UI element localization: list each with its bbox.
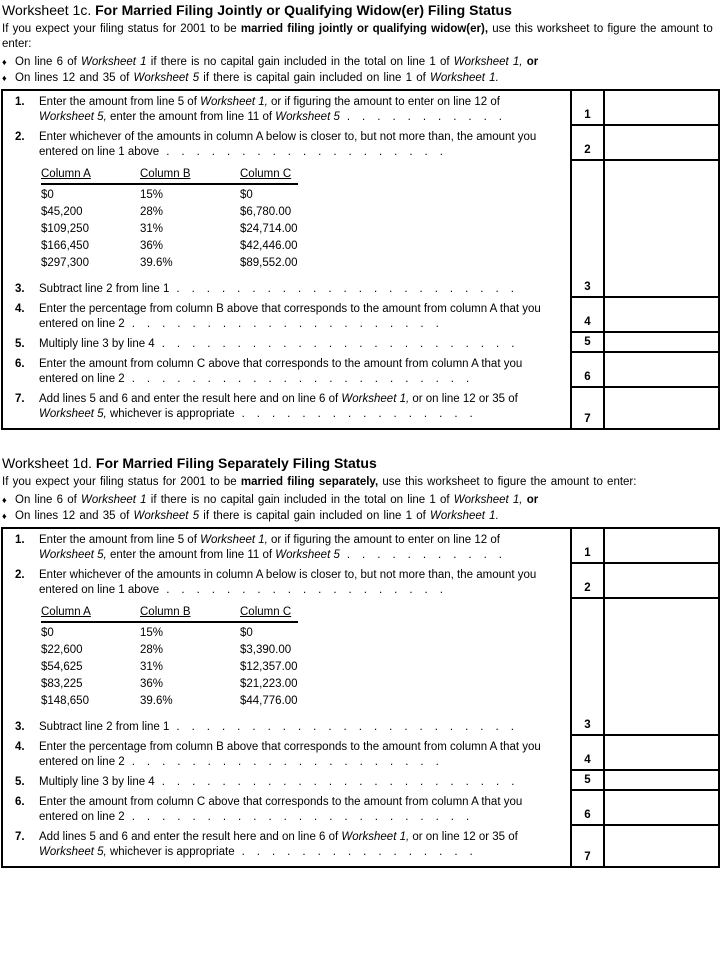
- worksheet-line: [15, 795, 558, 825]
- line-text: Enter the percentage from column B above that corresponds to the amount from column A that you entered on line 2: [39, 741, 541, 768]
- diamond-bullet-icon: ♦: [2, 57, 7, 67]
- line-number: 2.: [15, 131, 25, 143]
- line-5-entry-cell[interactable]: [603, 333, 718, 353]
- dot-leader: .......................: [131, 373, 482, 385]
- line-3-text-cell: [3, 161, 570, 298]
- bracket-cell: $21,223.00: [240, 678, 298, 690]
- bullet-item: [2, 509, 720, 524]
- bracket-cell: 39.6%: [140, 695, 173, 707]
- line-text: Enter whichever of the amounts in column A below is closer to, but not more than, the amount you entered on line 1 above: [39, 569, 537, 596]
- dot-leader: ................: [241, 408, 485, 420]
- line-2-box-number: 2: [570, 126, 603, 161]
- line-2-text-cell: [3, 126, 570, 161]
- line-2-box-number: 2: [570, 564, 603, 599]
- worksheet-line: [15, 302, 558, 332]
- line-number: 2.: [15, 569, 25, 581]
- line-5-box-number: 5: [570, 333, 603, 353]
- line-6-text-cell: [3, 791, 570, 826]
- bracket-cell: $0: [240, 189, 253, 201]
- worksheet-1c-table: [1, 89, 720, 430]
- line-text: Multiply line 3 by line 4: [39, 776, 155, 788]
- bracket-header: Column A: [41, 168, 91, 180]
- line-number: 5.: [15, 776, 25, 788]
- bullet-text: On lines 12 and 35 of Worksheet 5 if there is capital gain included on line 1 of Worksheet 1.: [15, 510, 499, 522]
- bullet-item: [2, 71, 720, 86]
- line-3-box-number: 3: [570, 599, 603, 736]
- bracket-cell: $3,390.00: [240, 644, 292, 656]
- worksheet-line: [15, 720, 558, 735]
- line-3-entry-cell[interactable]: [603, 161, 718, 298]
- line-number: 6.: [15, 358, 25, 370]
- bracket-cell: $109,250: [41, 223, 89, 235]
- worksheet-line: [15, 568, 558, 598]
- bullet-text: On lines 12 and 35 of Worksheet 5 if there is capital gain included on line 1 of Worksheet 1.: [15, 72, 499, 84]
- bracket-header: Column A: [41, 606, 91, 618]
- bracket-cell: 28%: [140, 206, 164, 218]
- line-2-entry-cell[interactable]: [603, 564, 718, 599]
- bracket-header: Column C: [240, 168, 292, 180]
- dot-leader: .....................: [131, 756, 451, 768]
- bracket-cell: $42,446.00: [240, 240, 298, 252]
- worksheet-line: [15, 392, 558, 422]
- worksheet-1c-title-main: For Married Filing Jointly or Qualifying Widow(er) Filing Status: [95, 2, 512, 18]
- bullet-text: On line 6 of Worksheet 1 if there is no capital gain included in the total on line 1 of Worksheet 1, or: [15, 494, 539, 506]
- line-text: Enter the amount from line 5 of Worksheet 1, or if figuring the amount to enter on line 12 of Worksheet 5, enter the amount from line 11 of Worksheet 5: [39, 534, 500, 561]
- bracket-header: Column C: [240, 606, 292, 618]
- bracket-cell: $0: [41, 627, 54, 639]
- line-text: Add lines 5 and 6 and enter the result here and on line 6 of Worksheet 1, or on line 12 or 35 of Worksheet 5, whichever is appropriate: [39, 831, 518, 858]
- bracket-cell: 28%: [140, 644, 164, 656]
- dot-leader: .....................: [131, 318, 451, 330]
- bracket-cell: 39.6%: [140, 257, 173, 269]
- line-text: Enter the amount from line 5 of Worksheet 1, or if figuring the amount to enter on line 12 of Worksheet 5, enter the amount from line 11 of Worksheet 5: [39, 96, 500, 123]
- worksheet-line: [15, 282, 558, 297]
- line-2-entry-cell[interactable]: [603, 126, 718, 161]
- bracket-cell: 15%: [140, 189, 164, 201]
- line-text: Enter the percentage from column B above that corresponds to the amount from column A that you entered on line 2: [39, 303, 541, 330]
- line-4-entry-cell[interactable]: [603, 298, 718, 333]
- bracket-cell: 15%: [140, 627, 164, 639]
- line-6-box-number: 6: [570, 791, 603, 826]
- diamond-bullet-icon: ♦: [2, 511, 7, 521]
- dot-leader: ...........: [346, 549, 515, 561]
- line-text: Enter the amount from column C above that corresponds to the amount from column A that you entered on line 2: [39, 358, 523, 385]
- dot-leader: .......................: [176, 721, 526, 733]
- line-number: 5.: [15, 338, 25, 350]
- line-7-text-cell: [3, 388, 570, 428]
- line-7-box-number: 7: [570, 388, 603, 428]
- bracket-header-rule: [41, 183, 298, 185]
- bracket-cell: $148,650: [41, 695, 89, 707]
- line-4-text-cell: [3, 736, 570, 771]
- line-7-box-number: 7: [570, 826, 603, 866]
- line-number: 7.: [15, 393, 25, 405]
- line-7-entry-cell[interactable]: [603, 826, 718, 866]
- worksheet-line: [15, 95, 558, 125]
- dot-leader: ........................: [161, 776, 527, 788]
- worksheet-1d-title-prefix: Worksheet 1d.: [2, 455, 93, 471]
- bracket-cell: $166,450: [41, 240, 89, 252]
- line-1-box-number: 1: [570, 91, 603, 126]
- line-1-text-cell: [3, 91, 570, 126]
- line-3-box-number: 3: [570, 161, 603, 298]
- section-gap: [1, 430, 720, 455]
- worksheet-1d-intro: If you expect your filing status for 2001 to be married filing separately, use this worksheet to figure the amount to enter:: [2, 476, 637, 488]
- line-text: Enter whichever of the amounts in column A below is closer to, but not more than, the amount you entered on line 1 above: [39, 131, 537, 158]
- bracket-cell: $54,625: [41, 661, 83, 673]
- worksheet-1c-title-prefix: Worksheet 1c.: [2, 2, 92, 18]
- line-6-box-number: 6: [570, 353, 603, 388]
- bracket-cell: 36%: [140, 240, 164, 252]
- worksheet-line: [15, 533, 558, 563]
- worksheet-line: [15, 775, 558, 790]
- line-text: Add lines 5 and 6 and enter the result here and on line 6 of Worksheet 1, or on line 12 or 35 of Worksheet 5, whichever is appropriate: [39, 393, 518, 420]
- worksheet-line: [15, 130, 558, 160]
- bracket-cell: $83,225: [41, 678, 83, 690]
- line-text: Subtract line 2 from line 1: [39, 283, 170, 295]
- line-text: Enter the amount from column C above that corresponds to the amount from column A that you entered on line 2: [39, 796, 523, 823]
- rate-bracket-table: [41, 605, 298, 710]
- bracket-cell: $6,780.00: [240, 206, 292, 218]
- diamond-bullet-icon: ♦: [2, 73, 7, 83]
- line-5-box-number: 5: [570, 771, 603, 791]
- line-1-entry-cell[interactable]: [603, 91, 718, 126]
- worksheet-1d-title-main: For Married Filing Separately Filing Status: [95, 455, 377, 471]
- line-5-text-cell: [3, 771, 570, 791]
- dot-leader: .......................: [131, 811, 482, 823]
- bracket-header: Column B: [140, 168, 191, 180]
- dot-leader: ...................: [166, 584, 455, 596]
- line-6-entry-cell[interactable]: [603, 353, 718, 388]
- worksheet-line: [15, 740, 558, 770]
- line-number: 1.: [15, 534, 25, 546]
- line-6-text-cell: [3, 353, 570, 388]
- line-number: 4.: [15, 741, 25, 753]
- worksheet-1c-title: [2, 2, 720, 19]
- line-4-box-number: 4: [570, 298, 603, 333]
- bracket-cell: 36%: [140, 678, 164, 690]
- dot-leader: ...................: [166, 146, 455, 158]
- worksheet-1d-title: [2, 455, 720, 472]
- line-number: 1.: [15, 96, 25, 108]
- bracket-cell: $44,776.00: [240, 695, 298, 707]
- bracket-cell: $0: [41, 189, 54, 201]
- dot-leader: ................: [241, 846, 485, 858]
- line-2-text-cell: [3, 564, 570, 599]
- worksheet-line: [15, 337, 558, 352]
- line-4-entry-cell[interactable]: [603, 736, 718, 771]
- worksheet-1c-intro: If you expect your filing status for 2001 to be married filing jointly or qualifying widow(er), use this worksheet to figure the amount to enter:: [2, 23, 713, 50]
- line-6-entry-cell[interactable]: [603, 791, 718, 826]
- dot-leader: .......................: [176, 283, 526, 295]
- worksheet-line: [15, 830, 558, 860]
- bracket-cell: $22,600: [41, 644, 83, 656]
- bracket-cell: $24,714.00: [240, 223, 298, 235]
- dot-leader: ........................: [161, 338, 527, 350]
- bracket-header: Column B: [140, 606, 191, 618]
- line-number: 3.: [15, 283, 25, 295]
- worksheet-1c-bullets: [1, 55, 720, 86]
- bracket-cell: $89,552.00: [240, 257, 298, 269]
- line-7-entry-cell[interactable]: [603, 388, 718, 428]
- line-7-text-cell: [3, 826, 570, 866]
- bracket-cell: 31%: [140, 661, 164, 673]
- bracket-cell: $0: [240, 627, 253, 639]
- line-4-text-cell: [3, 298, 570, 333]
- bracket-header-rule: [41, 621, 298, 623]
- line-3-text-cell: [3, 599, 570, 736]
- bracket-cell: 31%: [140, 223, 164, 235]
- bullet-item: [2, 493, 720, 508]
- bullet-item: [2, 55, 720, 70]
- diamond-bullet-icon: ♦: [2, 495, 7, 505]
- dot-leader: ...........: [346, 111, 515, 123]
- line-number: 6.: [15, 796, 25, 808]
- line-text: Multiply line 3 by line 4: [39, 338, 155, 350]
- bracket-cell: $12,357.00: [240, 661, 298, 673]
- line-number: 3.: [15, 721, 25, 733]
- line-5-entry-cell[interactable]: [603, 771, 718, 791]
- worksheet-1d-table: [1, 527, 720, 868]
- rate-bracket-table: [41, 167, 298, 272]
- line-number: 7.: [15, 831, 25, 843]
- worksheet-line: [15, 357, 558, 387]
- bullet-text: On line 6 of Worksheet 1 if there is no capital gain included in the total on line 1 of Worksheet 1, or: [15, 56, 539, 68]
- line-4-box-number: 4: [570, 736, 603, 771]
- line-5-text-cell: [3, 333, 570, 353]
- line-3-entry-cell[interactable]: [603, 599, 718, 736]
- worksheet-1d-bullets: [1, 493, 720, 524]
- line-1-box-number: 1: [570, 529, 603, 564]
- line-text: Subtract line 2 from line 1: [39, 721, 170, 733]
- line-1-entry-cell[interactable]: [603, 529, 718, 564]
- bracket-cell: $297,300: [41, 257, 89, 269]
- line-number: 4.: [15, 303, 25, 315]
- bracket-cell: $45,200: [41, 206, 83, 218]
- line-1-text-cell: [3, 529, 570, 564]
